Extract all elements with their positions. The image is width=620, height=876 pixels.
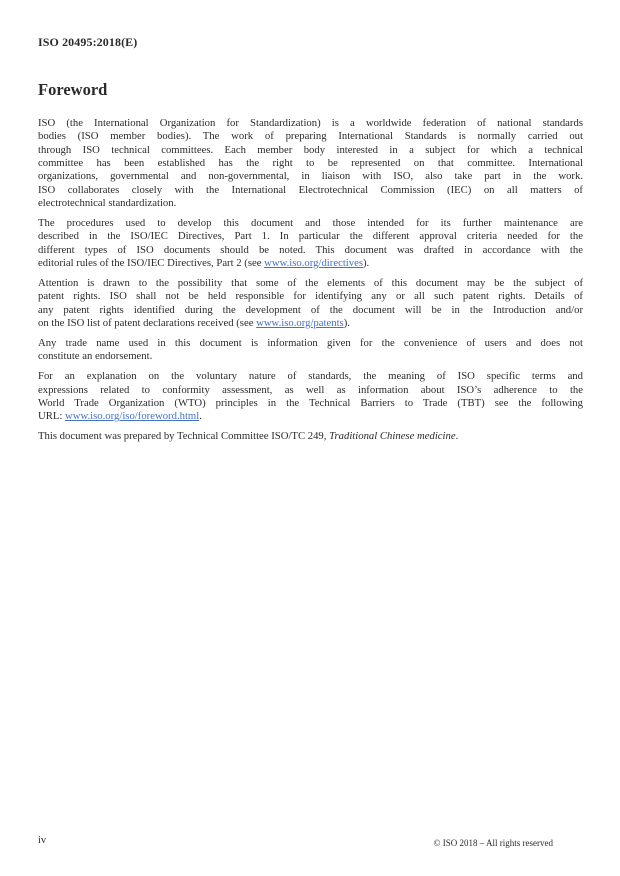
text-segment: For an explanation on the voluntary nature of standards, the meaning of ISO specific terms and: [38, 370, 583, 383]
text-segment: URL:: [38, 410, 66, 423]
text-line: [38, 350, 583, 363]
text-segment: different types of ISO documents should be noted. This document was drafted in accordance with the: [38, 243, 583, 256]
copyright-notice: © ISO 2018 – All rights reserved: [433, 838, 553, 848]
text-segment: ).: [363, 257, 370, 270]
text-segment: described in the ISO/IEC Directives, Part 1. In particular the different approval criteria needed for the: [38, 230, 583, 243]
text-line: [38, 290, 583, 303]
text-line: [38, 170, 583, 183]
text-line: [38, 144, 583, 157]
paragraph: [38, 430, 583, 443]
text-segment: ).: [343, 317, 350, 329]
text-line: [38, 157, 583, 170]
text-line: [38, 197, 583, 210]
text-line: [38, 337, 583, 350]
external-link[interactable]: www.iso.org/patents: [256, 317, 344, 329]
foreword-paragraphs: [38, 117, 583, 450]
text-line: [38, 230, 583, 243]
text-line: [38, 117, 583, 130]
external-link[interactable]: www.iso.org/iso/foreword.html: [65, 410, 200, 423]
text-segment: on the ISO list of patent declarations received (see: [38, 317, 257, 329]
text-segment: electrotechnical standardization.: [38, 197, 177, 210]
text-line: [38, 304, 583, 317]
text-segment: ISO collaborates closely with the International Electrotechnical Commission (IEC) on all matters of: [38, 183, 583, 196]
text-segment: expressions related to conformity assessment, as well as information about ISO’s adherence to the: [38, 383, 583, 396]
text-line: [38, 397, 583, 410]
text-segment: .: [199, 410, 202, 423]
paragraph: [38, 277, 583, 330]
paragraph: [38, 337, 583, 364]
text-segment: Any trade name used in this document is information given for the convenience of users and does not: [38, 336, 583, 349]
text-line: [38, 184, 583, 197]
paragraph: [38, 217, 583, 270]
text-segment: .: [455, 430, 459, 443]
text-segment: any patent rights identified during the development of the document will be in the Introduction and/or: [38, 303, 583, 316]
text-segment: World Trade Organization (WTO) principles in the Technical Barriers to Trade (TBT) see the following: [38, 396, 583, 409]
text-segment: Attention is drawn to the possibility that some of the elements of this document may be the subject of: [38, 276, 583, 289]
text-segment: The procedures used to develop this document and those intended for its further maintenance are: [38, 217, 583, 229]
text-segment: Traditional Chinese medicine: [329, 430, 456, 443]
text-segment: committee has been established has the right to be represented on that committee. International: [38, 157, 583, 170]
paragraph: [38, 117, 583, 210]
paragraph: [38, 370, 583, 423]
page-number: iv: [38, 835, 47, 846]
text-segment: bodies (ISO member bodies). The work of preparing International Standards is normally carried out: [38, 130, 583, 143]
text-line: [38, 257, 583, 270]
external-link[interactable]: www.iso.org/directives: [264, 257, 363, 270]
text-line: [38, 384, 583, 397]
text-segment: through ISO technical committees. Each member body interested in a subject for which a technical: [38, 143, 583, 156]
text-segment: This document was prepared by Technical Committee ISO/TC 249,: [38, 430, 330, 443]
text-segment: patent rights. ISO shall not be held responsible for identifying any or all such patent rights. Details of: [38, 290, 583, 303]
text-segment: constitute an endorsement.: [38, 350, 153, 363]
text-line: [38, 410, 583, 423]
text-line: [38, 370, 583, 383]
text-segment: ISO (the International Organization for Standardization) is a worldwide federation of national standards: [38, 117, 583, 129]
text-line: [38, 277, 583, 290]
text-line: [38, 244, 583, 257]
text-line: [38, 130, 583, 143]
text-line: [38, 317, 583, 330]
text-segment: editorial rules of the ISO/IEC Directives, Part 2 (see: [38, 257, 265, 270]
document-reference: ISO 20495:2018(E): [38, 35, 138, 49]
text-segment: organizations, governmental and non-governmental, in liaison with ISO, also take part in the work.: [38, 170, 583, 183]
foreword-heading: Foreword: [38, 80, 108, 99]
text-line: [38, 430, 583, 443]
text-line: [38, 217, 583, 230]
